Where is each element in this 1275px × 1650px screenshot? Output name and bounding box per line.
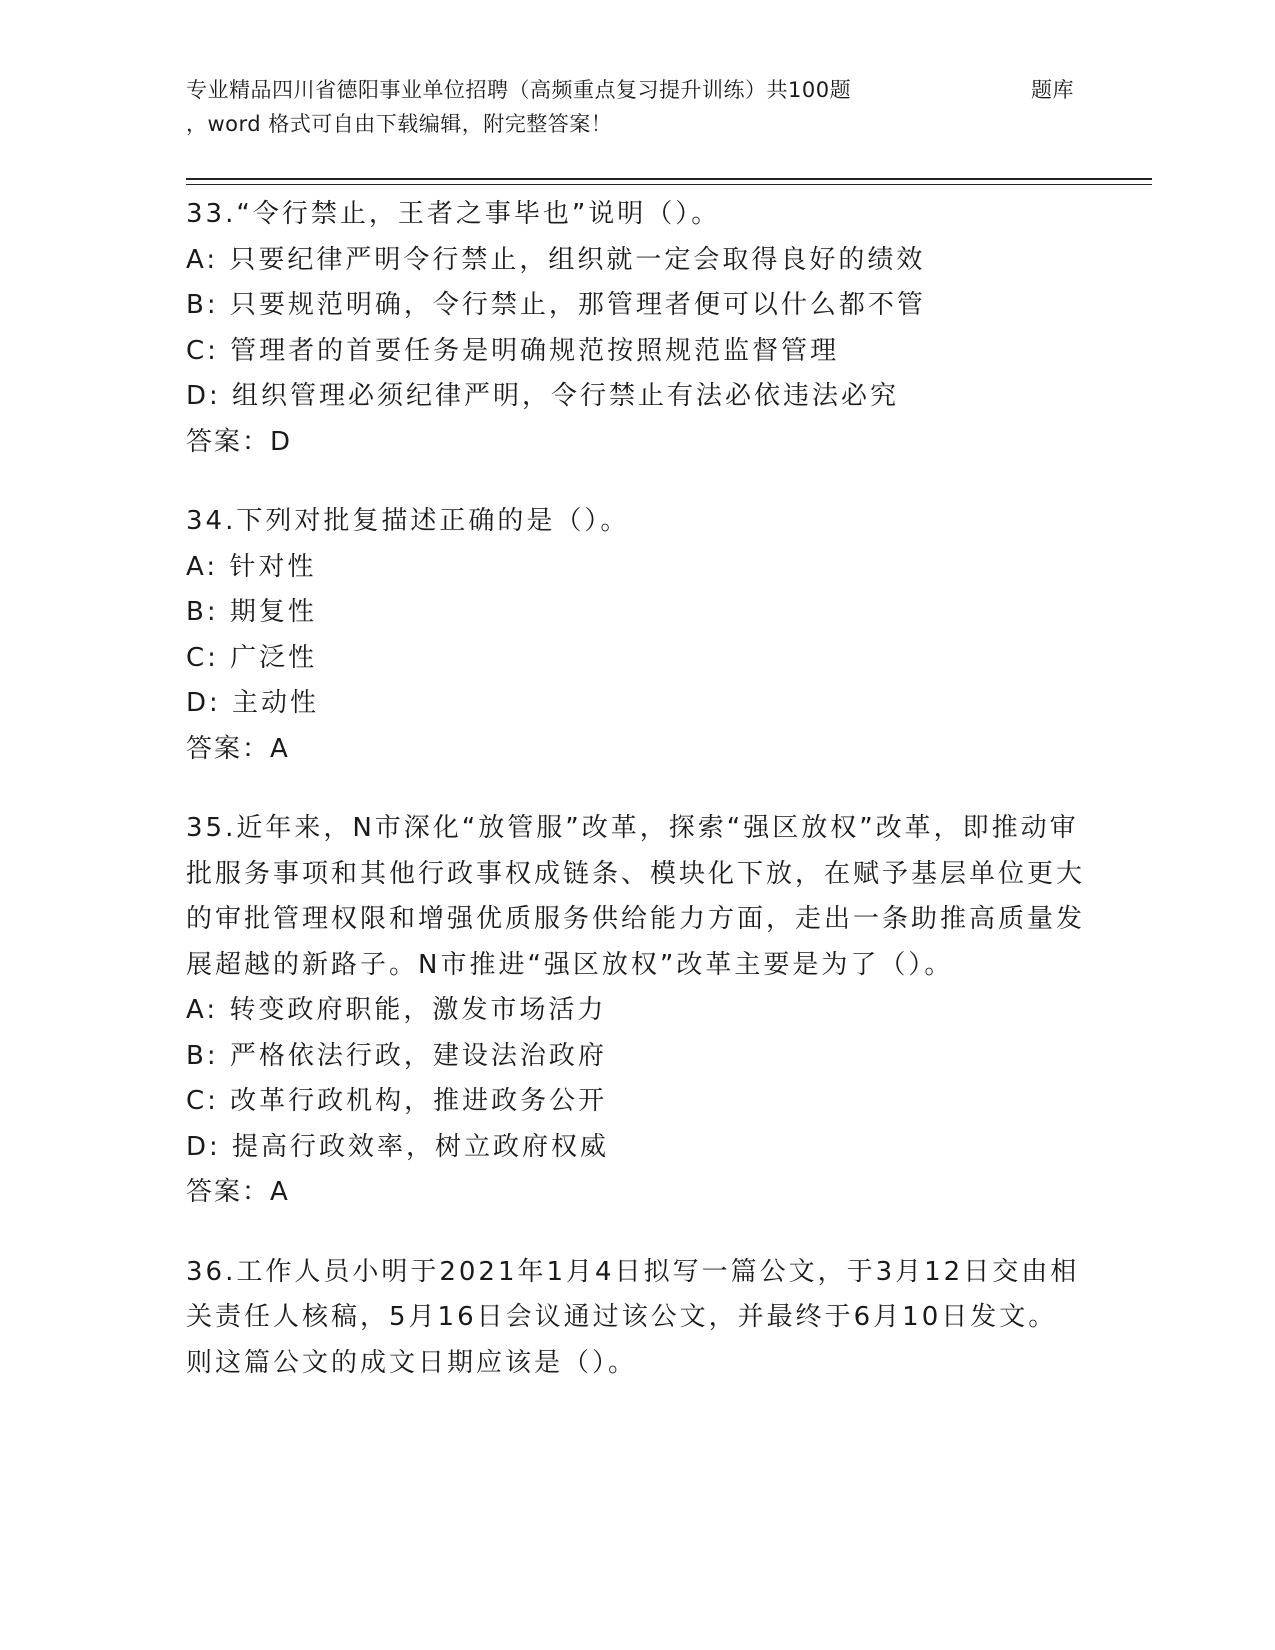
question-text: 35.近年来，N市深化“放管服”改革，探索“强区放权”改革，即推动审批服务事项和其他行政事权成链条、模块化下放，在赋予基层单位更大的审批管理权限和增强优质服务供给能力方面，走出一条助推高质量发展超越的新路子。N市推进“强区放权”改革主要是为了（）。	[186, 813, 1086, 980]
option-c: C: 广泛性	[186, 642, 318, 673]
header-divider	[186, 178, 1152, 180]
option-c: C: 管理者的首要任务是明确规范按照规范监督管理	[186, 335, 840, 366]
option-a: A: 针对性	[186, 551, 317, 582]
option-d: D: 提高行政效率，树立政府权威	[186, 1131, 610, 1162]
page-header	[186, 74, 1146, 142]
question-list	[186, 192, 1086, 1420]
header-divider-thin	[186, 184, 1152, 185]
question-text: 36.工作人员小明于2021年1月4日拟写一篇公文，于3月12日交由相关责任人核稿，5月16日会议通过该公文，并最终于6月10日发文。则这篇公文的成文日期应该是（）。	[186, 1256, 1080, 1378]
option-b: B: 只要规范明确，令行禁止，那管理者便可以什么都不管	[186, 290, 926, 320]
answer: 答案：D	[186, 426, 293, 457]
question-34	[186, 499, 1086, 772]
header-title: 专业精品四川省德阳事业单位招聘（高频重点复习提升训练）共100题	[186, 78, 852, 102]
option-a: A: 只要纪律严明令行禁止，组织就一定会取得良好的绩效	[186, 244, 926, 275]
option-a: A: 转变政府职能，激发市场活力	[186, 995, 607, 1025]
question-33	[186, 192, 1086, 465]
option-b: B: 期复性	[186, 597, 317, 627]
answer: 答案：A	[186, 1177, 290, 1207]
question-35	[186, 806, 1086, 1216]
option-c: C: 改革行政机构，推进政务公开	[186, 1086, 608, 1116]
option-d: D: 主动性	[186, 688, 320, 718]
question-text: 34.下列对批复描述正确的是（）。	[186, 506, 630, 536]
question-text: 33.“令行禁止，王者之事毕也”说明（）。	[186, 199, 721, 229]
header-tag: 题库	[1031, 78, 1074, 102]
option-b: B: 严格依法行政，建设法治政府	[186, 1040, 607, 1071]
answer: 答案：A	[186, 733, 290, 764]
question-36	[186, 1250, 1086, 1387]
header-subtitle: ，word 格式可自由下载编辑，附完整答案！	[186, 112, 613, 136]
option-d: D: 组织管理必须纪律严明，令行禁止有法必依违法必究	[186, 381, 900, 411]
